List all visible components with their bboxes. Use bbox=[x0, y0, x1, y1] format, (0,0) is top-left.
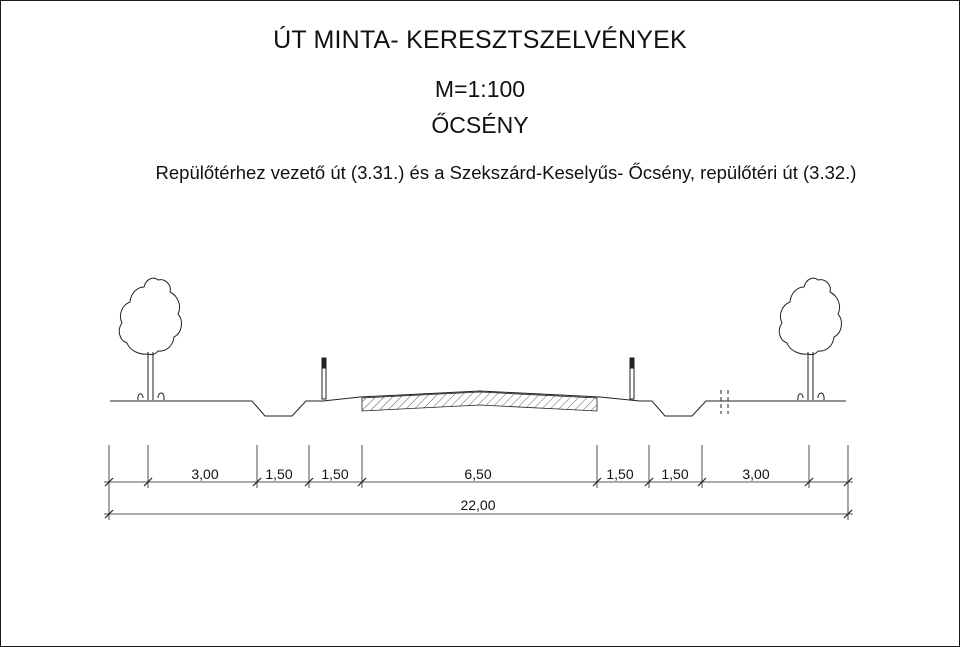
dimension-label: 6,50 bbox=[464, 466, 492, 482]
tree-icon bbox=[119, 278, 181, 400]
dimension-label: 1,50 bbox=[661, 466, 689, 482]
dimension-label: 1,50 bbox=[321, 466, 349, 482]
drawing-place: ŐCSÉNY bbox=[431, 112, 529, 138]
dimension-labels bbox=[191, 466, 769, 513]
dimension-label: 3,00 bbox=[191, 466, 219, 482]
total-width-label: 22,00 bbox=[460, 497, 496, 513]
dimension-label: 1,50 bbox=[606, 466, 634, 482]
dimension-label: 3,00 bbox=[742, 466, 770, 482]
drawing-description: Repülőtérhez vezető út (3.31.) és a Szekszárd-Keselyűs- Őcsény, repülőtéri út (3.32.) bbox=[155, 162, 857, 183]
tree-icon bbox=[779, 278, 841, 400]
delineator-post-icon bbox=[630, 358, 634, 399]
boundary-marker bbox=[721, 390, 728, 414]
drawing-scale: M=1:100 bbox=[434, 76, 526, 102]
drawing-title: ÚT MINTA- KERESZTSZELVÉNYEK bbox=[273, 26, 687, 54]
dimension-label: 1,50 bbox=[265, 466, 293, 482]
delineator-post-icon bbox=[322, 358, 326, 399]
